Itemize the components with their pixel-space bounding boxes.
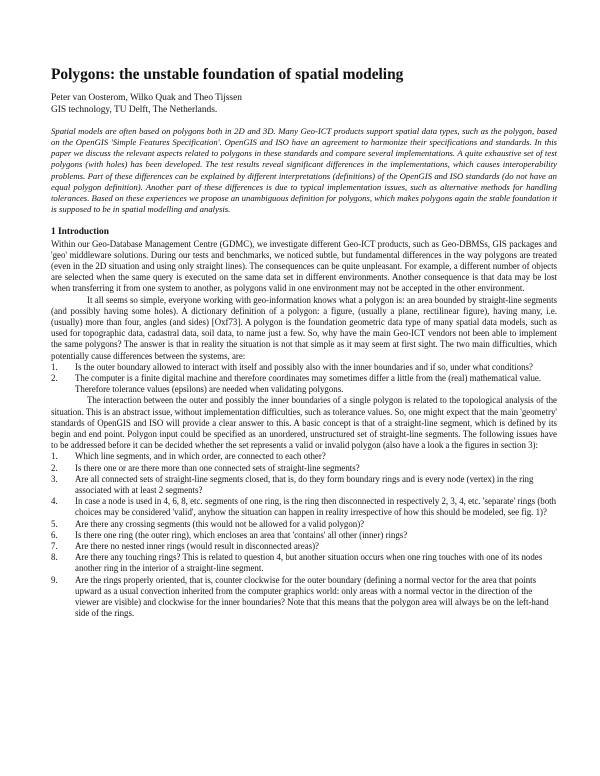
paper-title: Polygons: the unstable foundation of spatial modeling [51,66,404,83]
list-item-number: 6. [51,529,58,540]
list-item-number: 1. [51,361,58,372]
intro-paragraph-3: The interaction between the outer and possibly the inner boundaries of a single polygon is related to the topological analysis of the situation. This is an abstract issue, without implementation difficulties, such as tolerance values. So, one might expect that the main 'geometry' standards of OpenGIS and ISO will provide a clear answer to this. A basic concept is that of a straight-line segment, which is defined by its begin and end point. Polygon input could be specified as an unordered, unstructured set of straight-line segments. The following issues have to be addressed before it can be decided whether the set represents a valid or invalid polygon (also have a look a the figures in section 3): [51,395,557,451]
list-item-text: Is there one or are there more than one connected sets of straight-line segments? [75,462,360,473]
paper-page [51,66,557,619]
intro-paragraph-1: Within our Geo-Database Management Centre (GDMC), we investigate different Geo-ICT products, such as Geo-DBMSs, GIS packages and 'geo' middleware solutions. During our tests and benchmarks, we noticed subtle, but fundamental differences in the way polygons are treated (even in the 2D situation and using only straight lines). The consequences can be quite unpleasant. For example, a different number of objects are selected when the same query is executed on the same data set in different environments. Another consequence is that data may be lost when transferring it from one system to another, as polygons valid in one environment may not be accepted in the other environment. [51,238,557,294]
list-item-text: Are there any crossing segments (this would not be allowed for a valid polygon)? [75,518,365,529]
list-item-text: Is the outer boundary allowed to interact with itself and possibly also with the inner boundaries and if so, under what conditions? [75,361,533,372]
list-item-text: In case a node is used in 4, 6, 8, etc. segments of one ring, is the ring then disconnected in respectively 2, 3, 4, etc. 'separate' rings (both choices may be considered 'valid', anyhow the situation can happen in reality irrespective of how this should be modeled, see fig. 1)? [75,496,557,518]
list-item-number: 2. [51,462,58,473]
list-item-number: 5. [51,518,58,529]
list-item [51,519,557,530]
list-item [51,541,557,552]
list-item [51,451,557,462]
list-item-text: Are the rings properly oriented, that is, counter clockwise for the outer boundary (defining a normal vector for the area that points upward as a usual convection inherited from the computer graphics world: only areas with a normal vector in the direction of the viewer are visible) and clockwise for the inner boundaries? Note that this means that the polygon area will always be on the left-hand side of the rings. [75,574,549,619]
list-item-number: 7. [51,541,58,552]
list-item-text: Which line segments, and in which order, are connected to each other? [75,451,326,462]
list-item-number: 8. [51,552,58,563]
list-item-text: Are there any touching rings? This is related to question 4, but another situation occurs when one ring touches with one of its nodes another ring in the interior of a straight-line segment. [75,552,543,574]
list-item [51,530,557,541]
intro-paragraph-2: It all seems so simple, everyone working with geo-information knows what a polygon is: an area bounded by straight-line segments (and possibly having some holes). A dictionary definition of a polygon: a figure, (usually a plane, rectilinear figure), having many, i.e. (usually) more than four, angles (and sides) [Oxf73]. A polygon is the foundation geometric data type of many spatial data models, such as used for topographic data, cadastral data, soil data, to name just a few. So, why have the main Geo-ICT vendors not been able to implement the same polygons? The answer is that in reality the situation is not that simple as it may seem at first sight. The two main difficulties, which potentially cause differences between the systems, are: [51,294,557,361]
list-item [51,362,557,373]
list-item [51,496,557,518]
list-item-text: Is there one ring (the outer ring), which encloses an area that 'contains' all other (inner) rings? [75,529,408,540]
list-item [51,575,557,620]
list-item-text: Are all connected sets of straight-line segments closed, that is, do they form boundary rings and is every node (vertex) in the ring associated with at least 2 segments? [75,473,534,495]
list-item-number: 3. [51,473,58,484]
list-item-number: 4. [51,496,58,507]
issues-list [51,451,557,619]
list-item [51,373,557,395]
list-item-text: The computer is a finite digital machine and therefore coordinates may sometimes differ a little from the (real) mathematical value. Therefore tolerance values (epsilons) are needed when validating polygons. [75,372,542,395]
list-item [51,474,557,496]
list-item [51,552,557,574]
author-affiliation: GIS technology, TU Delft, The Netherlands. [51,104,218,115]
list-item-number: 1. [51,451,58,462]
section-heading-introduction: 1 Introduction [51,226,109,237]
abstract: Spatial models are often based on polygons both in 2D and 3D. Many Geo-ICT products support spatial data types, such as the polygon, based on the OpenGIS 'Simple Features Specification'. OpenGIS and ISO have an agreement to harmonize their specifications and standards. In this paper we discuss the relevant aspects related to polygons in these standards and compare several implementations. A quite exhaustive set of test polygons (with holes) has been developed. The test results reveal significant differences in the implementations, which causes interoperability problems. Part of these differences can be explained by different interpretations (definitions) of the OpenGIS and ISO standards (do not have an equal polygon definition). Another part of these differences is due to typical implementation issues, such as alternative methods for handling tolerances. Based on these experiences we propose an unambiguous definition for polygons, which makes polygons again the stable foundation it is supposed to be in spatial modelling and analysis. [51,126,557,214]
list-item-number: 2. [51,372,58,383]
difficulties-list [51,362,557,396]
list-item-text: Are there no nested inner rings (would result in disconnected areas)? [75,541,319,552]
list-item-number: 9. [51,574,58,585]
list-item [51,463,557,474]
author-list: Peter van Oosterom, Wilko Quak and Theo Tijssen [51,93,242,103]
